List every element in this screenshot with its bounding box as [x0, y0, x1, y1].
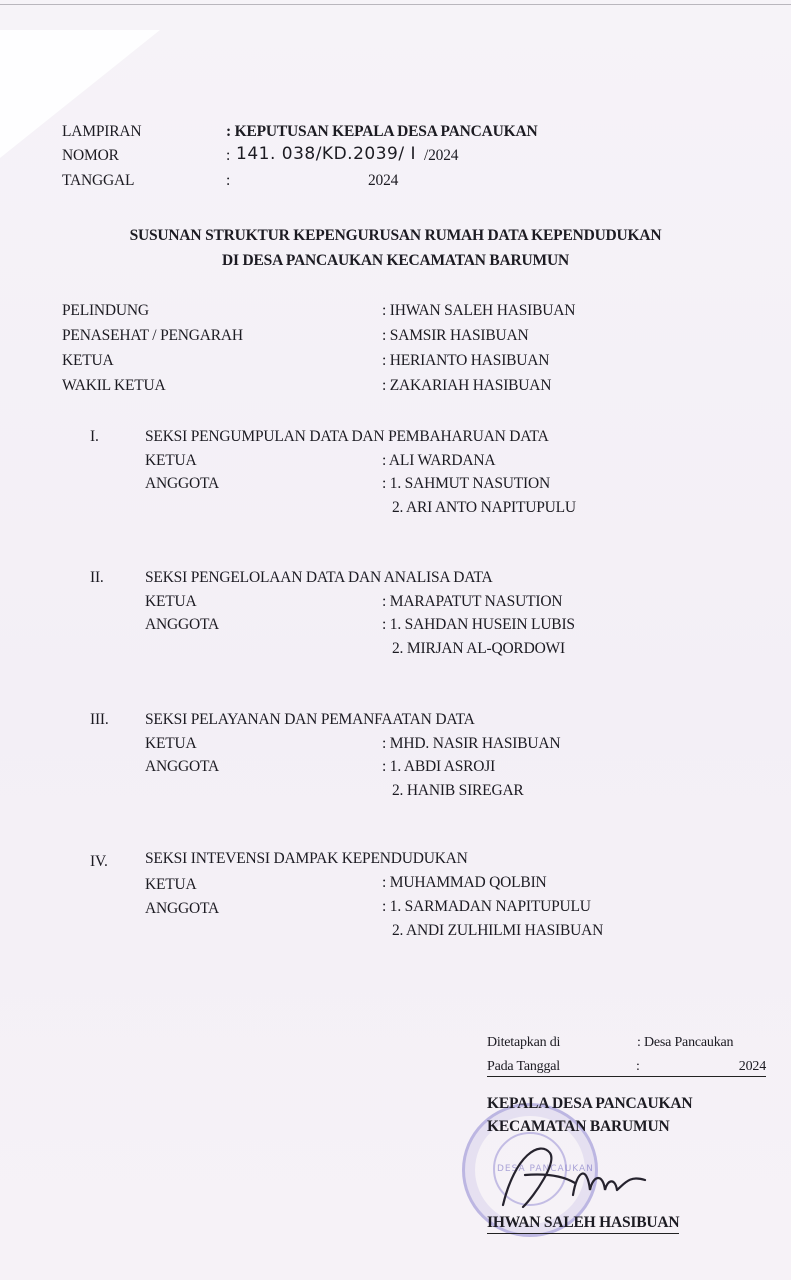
- handwritten-signature: [495, 1135, 665, 1220]
- leadership-name: : HERIANTO HASIBUAN: [382, 352, 550, 369]
- tanggal-year: 2024: [368, 172, 399, 189]
- ditetapkan-label: Ditetapkan di: [487, 1035, 561, 1050]
- anggota-name-1: : 1. SARMADAN NAPITUPULU: [382, 898, 591, 915]
- lampiran-value: : KEPUTUSAN KEPALA DESA PANCAUKAN: [226, 123, 538, 140]
- leadership-name: : SAMSIR HASIBUAN: [382, 327, 529, 344]
- nomor-year: /2024: [424, 147, 459, 164]
- tanggal-colon: :: [226, 172, 231, 189]
- document-title-line1: SUSUNAN STRUKTUR KEPENGURUSAN RUMAH DATA KEPENDUDUKAN: [129, 227, 662, 244]
- anggota-name-2: 2. MIRJAN AL-QORDOWI: [392, 640, 565, 657]
- ketua-label: KETUA: [145, 593, 197, 610]
- section-number: IV.: [90, 853, 108, 870]
- leadership-name: : IHWAN SALEH HASIBUAN: [382, 302, 576, 319]
- anggota-label: ANGGOTA: [145, 758, 219, 775]
- nomor-handwritten: 141. 038/KD.2039/ I: [236, 144, 416, 164]
- stamp-text: DESA PANCAUKAN: [497, 1164, 594, 1174]
- anggota-name-1: : 1. ABDI ASROJI: [382, 758, 496, 775]
- anggota-name-2: 2. ARI ANTO NAPITUPULU: [392, 499, 576, 516]
- top-border-line: [0, 4, 791, 5]
- section-title: SEKSI PENGELOLAAN DATA DAN ANALISA DATA: [145, 569, 493, 586]
- leadership-role: WAKIL KETUA: [62, 377, 166, 394]
- section-number: I.: [90, 428, 99, 445]
- pada-tanggal-row: [487, 1057, 766, 1077]
- ketua-label: KETUA: [145, 735, 197, 752]
- anggota-label: ANGGOTA: [145, 475, 219, 492]
- pada-tanggal-label: Pada Tanggal: [487, 1059, 560, 1074]
- section-title: SEKSI INTEVENSI DAMPAK KEPENDUDUKAN: [145, 850, 468, 867]
- anggota-label: ANGGOTA: [145, 616, 219, 633]
- lampiran-label: LAMPIRAN: [62, 123, 142, 140]
- tanggal-label: TANGGAL: [62, 172, 135, 189]
- signer-title-line2: KECAMATAN BARUMUN: [487, 1118, 670, 1135]
- nomor-colon: :: [226, 147, 231, 164]
- pada-tanggal-year: 2024: [738, 1059, 766, 1074]
- signer-name: IHWAN SALEH HASIBUAN: [487, 1213, 679, 1234]
- document-title-line2: DI DESA PANCAUKAN KECAMATAN BARUMUN: [222, 252, 569, 269]
- nomor-label: NOMOR: [62, 147, 119, 164]
- anggota-label: ANGGOTA: [145, 900, 219, 917]
- anggota-name-1: : 1. SAHMUT NASUTION: [382, 475, 550, 492]
- leadership-name: : ZAKARIAH HASIBUAN: [382, 377, 552, 394]
- ketua-name: : ALI WARDANA: [382, 452, 496, 469]
- leadership-role: PELINDUNG: [62, 302, 149, 319]
- section-title: SEKSI PENGUMPULAN DATA DAN PEMBAHARUAN DATA: [145, 428, 549, 445]
- section-number: II.: [90, 569, 104, 586]
- anggota-name-2: 2. ANDI ZULHILMI HASIBUAN: [392, 922, 604, 939]
- section-number: III.: [90, 711, 109, 728]
- ketua-label: KETUA: [145, 876, 197, 893]
- anggota-name-2: 2. HANIB SIREGAR: [392, 782, 524, 799]
- pada-tanggal-colon: :: [636, 1059, 640, 1074]
- leadership-role: PENASEHAT / PENGARAH: [62, 327, 243, 344]
- ketua-name: : MHD. NASIR HASIBUAN: [382, 735, 561, 752]
- ketua-label: KETUA: [145, 452, 197, 469]
- anggota-name-1: : 1. SAHDAN HUSEIN LUBIS: [382, 616, 575, 633]
- leadership-role: KETUA: [62, 352, 114, 369]
- section-title: SEKSI PELAYANAN DAN PEMANFAATAN DATA: [145, 711, 475, 728]
- ditetapkan-value: : Desa Pancaukan: [637, 1035, 734, 1050]
- ketua-name: : MARAPATUT NASUTION: [382, 593, 563, 610]
- ketua-name: : MUHAMMAD QOLBIN: [382, 874, 547, 891]
- signer-title-line1: KEPALA DESA PANCAUKAN: [487, 1095, 693, 1112]
